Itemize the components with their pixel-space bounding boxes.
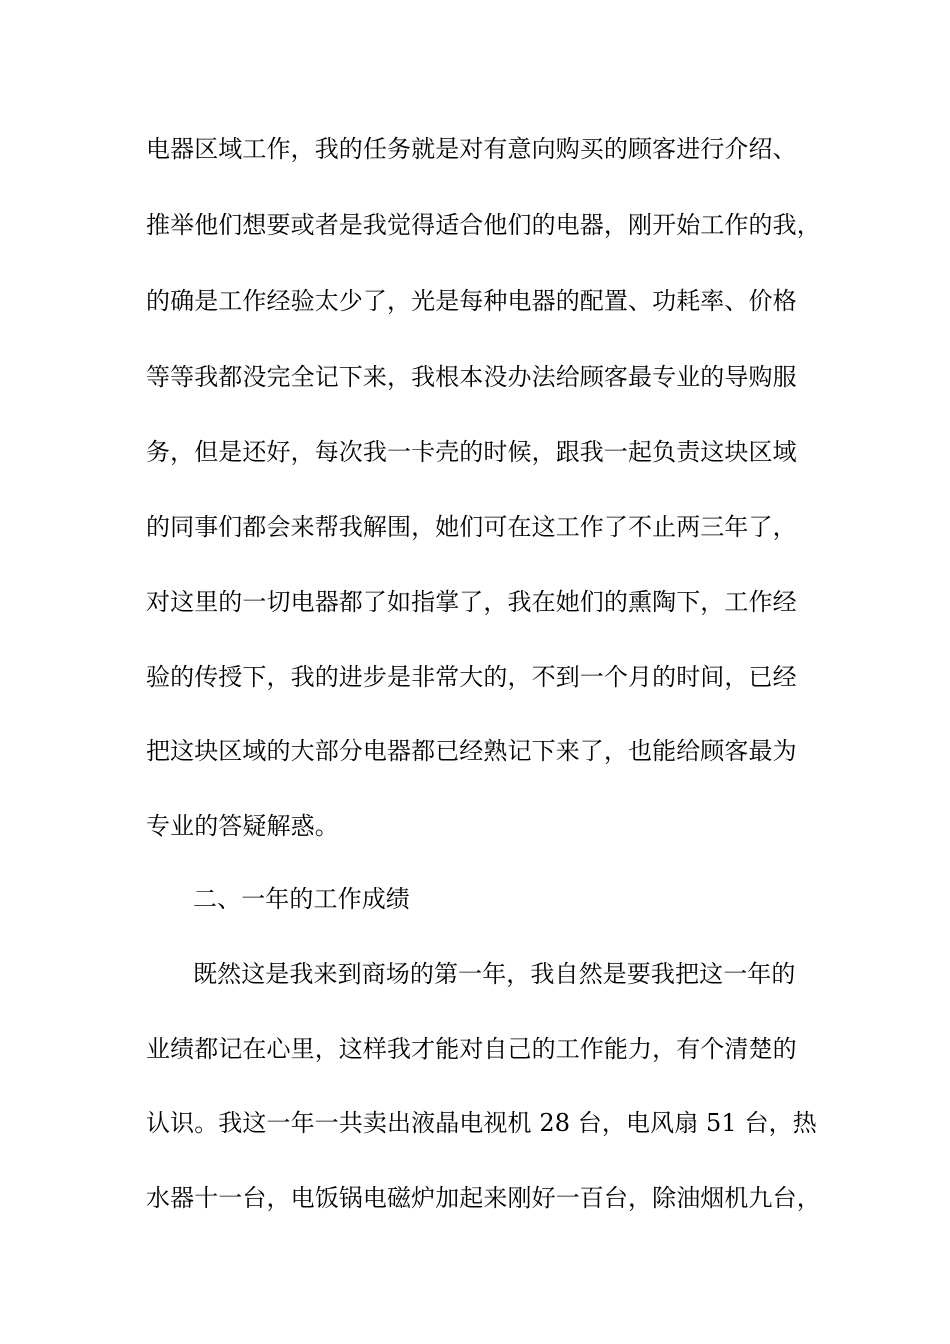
paragraph-line: 业绩都记在心里，这样我才能对自己的工作能力，有个清楚的 xyxy=(146,1035,797,1063)
paragraph-line: 认识。我这一年一共卖出液晶电视机 28 台，电风扇 51 台，热 xyxy=(146,1109,817,1137)
paragraph-line: 水器十一台，电饭锅电磁炉加起来刚好一百台，除油烟机九台， xyxy=(146,1184,821,1212)
paragraph-line: 等等我都没完全记下来，我根本没办法给顾客最专业的导购服 xyxy=(146,363,797,391)
section-heading: 二、一年的工作成绩 xyxy=(193,885,410,913)
paragraph-line: 既然这是我来到商场的第一年，我自然是要我把这一年的 xyxy=(193,960,796,988)
paragraph-line: 的确是工作经验太少了，光是每种电器的配置、功耗率、价格 xyxy=(146,287,797,315)
paragraph-line: 验的传授下，我的进步是非常大的，不到一个月的时间，已经 xyxy=(146,663,797,691)
paragraph-line: 务，但是还好，每次我一卡壳的时候，跟我一起负责这块区域 xyxy=(146,438,797,466)
paragraph-line: 推举他们想要或者是我觉得适合他们的电器，刚开始工作的我， xyxy=(146,211,821,239)
paragraph-line: 对这里的一切电器都了如指掌了，我在她们的熏陶下，工作经 xyxy=(146,588,797,616)
paragraph-line: 的同事们都会来帮我解围，她们可在这工作了不止两三年了， xyxy=(146,513,797,541)
paragraph-line: 专业的答疑解惑。 xyxy=(146,812,339,840)
paragraph-line: 电器区域工作，我的任务就是对有意向购买的顾客进行介绍、 xyxy=(146,135,797,163)
paragraph-line: 把这块区域的大部分电器都已经熟记下来了，也能给顾客最为 xyxy=(146,737,797,765)
